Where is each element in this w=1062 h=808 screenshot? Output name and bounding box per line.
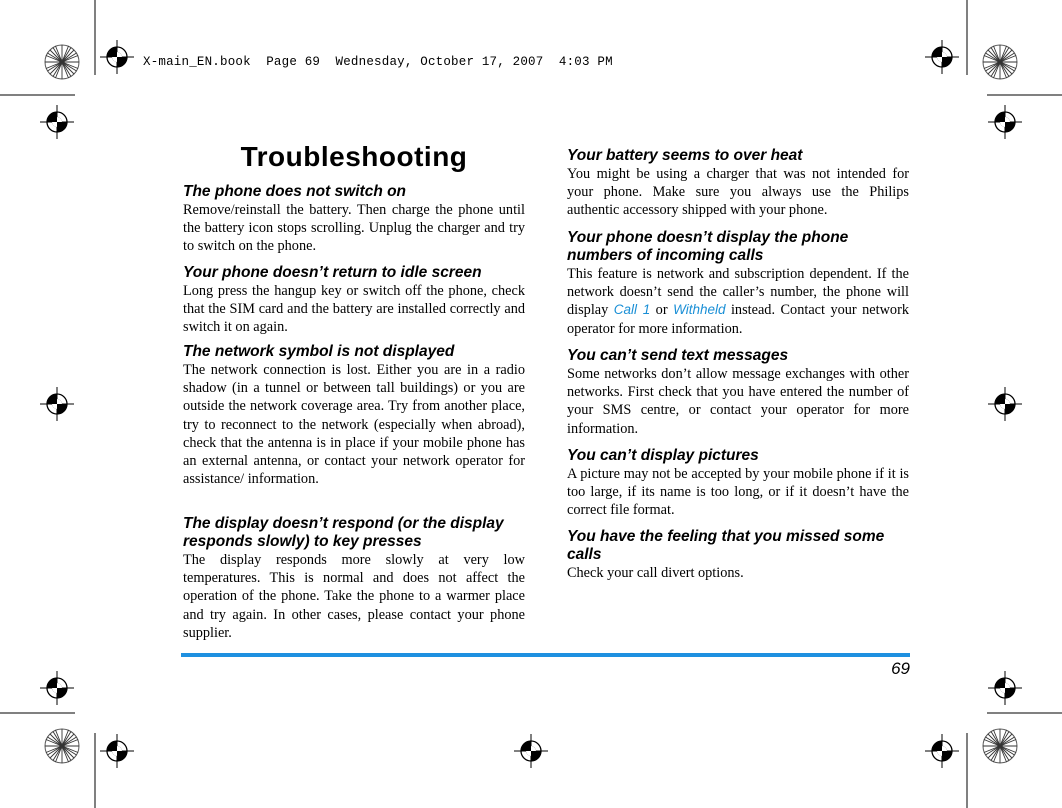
section-body: Remove/reinstall the battery. Then charge the phone until the battery icon stops scrolling. Unplug the charger and try to switch on the phone. bbox=[183, 202, 525, 255]
section-heading: The network symbol is not displayed bbox=[183, 343, 455, 360]
body-text: instead. Contact your network operator for more information. bbox=[567, 302, 909, 337]
section-heading: Your phone doesn’t return to idle screen bbox=[183, 264, 482, 281]
section-heading: You have the feeling that you missed some calls bbox=[567, 528, 885, 563]
section-body bbox=[567, 265, 909, 338]
section-heading: The phone does not switch on bbox=[183, 183, 407, 200]
section-caller-numbers bbox=[567, 229, 909, 338]
section-body: The network connection is lost. Either you are in a radio shadow (in a tunnel or between tall buildings) or you are outside the network coverage area. Try from another place, try to reconnect to the network (especially when abroad), check that the antenna is in place if your mobile phone has an external antenna, or contact your network operator for assistance/ information. bbox=[183, 362, 525, 488]
body-text: or bbox=[650, 302, 674, 319]
section-battery-heat bbox=[567, 147, 909, 220]
section-heading: Your battery seems to over heat bbox=[567, 147, 803, 164]
term-withheld: Withheld bbox=[673, 302, 726, 318]
section-body: Long press the hangup key or switch off the phone, check that the SIM card and the battery are installed correctly and switch it on again. bbox=[183, 283, 525, 336]
section-network-symbol bbox=[183, 343, 525, 488]
section-body: Some networks don’t allow message exchanges with other networks. First check that you have entered the number of your SMS centre, or contact your operator for more information. bbox=[567, 366, 909, 437]
section-body: Check your call divert options. bbox=[567, 565, 744, 581]
section-body: A picture may not be accepted by your mobile phone if it is too large, if its name is too long, or if it doesn’t have the correct file format. bbox=[567, 466, 909, 519]
print-header-stamp: X-main_EN.book Page 69 Wednesday, October 17, 2007 4:03 PM bbox=[143, 55, 613, 69]
section-no-idle-screen bbox=[183, 264, 525, 337]
body-text: This feature is network and subscription dependent. If the network doesn’t send the caller’s number, the phone will display bbox=[567, 266, 909, 319]
section-body: The display responds more slowly at very low temperatures. This is normal and does not affect the operation of the phone. Take the phone to a warmer place and try again. In other cases, please contact your phone supplier. bbox=[183, 552, 525, 641]
section-phone-not-switch-on bbox=[183, 183, 525, 256]
term-call-1: Call 1 bbox=[613, 302, 651, 318]
section-heading: You can’t display pictures bbox=[567, 447, 759, 464]
page-number: 69 bbox=[891, 659, 910, 678]
section-display-slow bbox=[183, 515, 525, 642]
section-body: You might be using a charger that was not intended for your phone. Make sure you always use the Philips authentic accessory shipped with your phone. bbox=[567, 166, 909, 219]
section-heading: You can’t send text messages bbox=[567, 347, 789, 364]
section-text-messages bbox=[567, 347, 909, 438]
page-title: Troubleshooting bbox=[240, 141, 468, 172]
section-missed-calls bbox=[567, 528, 909, 582]
footer-rule bbox=[181, 653, 910, 657]
section-heading: The display doesn’t respond (or the display responds slowly) to key presses bbox=[183, 515, 504, 550]
section-heading: Your phone doesn’t display the phone numbers of incoming calls bbox=[567, 229, 849, 264]
section-pictures bbox=[567, 447, 909, 520]
